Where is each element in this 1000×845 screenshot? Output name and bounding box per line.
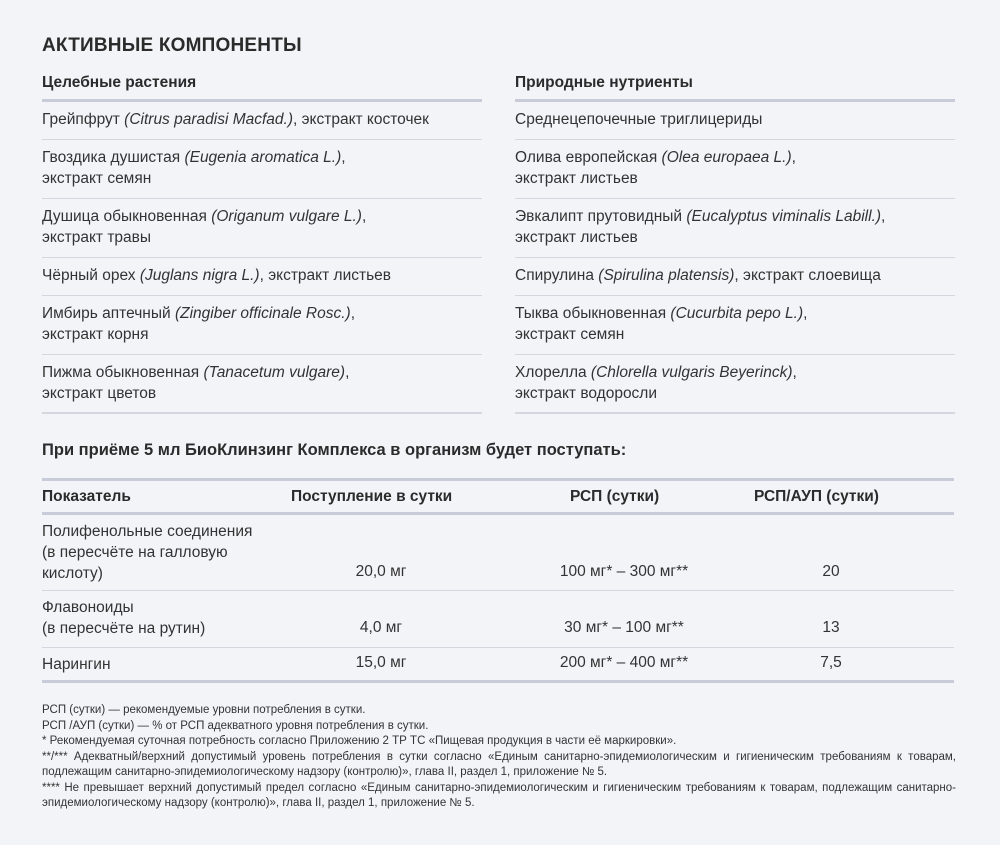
footnote: **/*** Адекватный/верхний допустимый уровень потребления в сутки согласно «Единым санитарно-эпидемиологическим и гигиеническим требованиям к товарам, подлежащим санитарно-эпидемиологическому надзору (контролю)», глава II, раздел 1, приложение № 5.	[42, 750, 956, 778]
list-item: Имбирь аптечный (Zingiber officinale Rosc.), экстракт корня	[42, 296, 482, 355]
healing-plants-column	[42, 72, 482, 414]
cell-intake: 15,0 мг	[355, 654, 407, 671]
list-item: Тыква обыкновенная (Cucurbita pepo L.), экстракт семян	[515, 296, 955, 355]
cell-intake: 20,0 мг	[355, 563, 407, 580]
list-item: Хлорелла (Chlorella vulgaris Beyerinck), экстракт водоросли	[515, 355, 955, 414]
footnote: **** Не превышает верхний допустимый предел согласно «Единым санитарно-эпидемиологическим и гигиеническим требованиям к товарам, подлежащим санитарно-эпидемиологическому надзору (контролю)», глава II, раздел 1, приложение № 5.	[42, 781, 956, 809]
row-name: Полифенольные соединения (в пересчёте на галловую кислоту)	[42, 523, 253, 582]
column-heading: Природные нутриенты	[515, 72, 955, 102]
header-daily-intake: Поступление в сутки	[291, 488, 453, 505]
cell-ratio: 13	[822, 619, 840, 636]
list-item: Грейпфрут (Citrus paradisi Macfad.), экстракт косточек	[42, 102, 482, 140]
header-indicator: Показатель	[42, 488, 131, 505]
list-item: Олива европейская (Olea europaea L.), экстракт листьев	[515, 140, 955, 199]
footnote: РСП /АУП (сутки) — % от РСП адекватного уровня потребления в сутки.	[42, 719, 429, 732]
intake-title: При приёме 5 мл БиоКлинзинг Комплекса в организм будет поступать:	[42, 441, 627, 459]
intake-table	[42, 478, 954, 683]
footnote: * Рекомендуемая суточная потребность согласно Приложению 2 ТР ТС «Пищевая продукция в части её маркировки».	[42, 735, 677, 747]
row-name: Нарингин	[42, 656, 111, 673]
table-row	[42, 648, 954, 683]
list-item: Эвкалипт прутовидный (Eucalyptus viminalis Labill.), экстракт листьев	[515, 199, 955, 258]
table-row	[42, 515, 954, 591]
column-heading: Целебные растения	[42, 72, 482, 102]
list-item: Пижма обыкновенная (Tanacetum vulgare), экстракт цветов	[42, 355, 482, 414]
list-item: Гвоздика душистая (Eugenia aromatica L.), экстракт семян	[42, 140, 482, 199]
page-title: АКТИВНЫЕ КОМПОНЕНТЫ	[42, 35, 302, 56]
cell-rsp: 30 мг* – 100 мг**	[564, 619, 684, 636]
natural-nutrients-column	[515, 72, 955, 414]
cell-ratio: 7,5	[820, 654, 842, 671]
table-header	[42, 478, 954, 515]
list-item: Среднецепочечные триглицериды	[515, 102, 955, 140]
cell-ratio: 20	[822, 563, 840, 580]
footnote: РСП (сутки) — рекомендуемые уровни потребления в сутки.	[42, 704, 366, 716]
header-rsp-aup: РСП/АУП (сутки)	[754, 488, 879, 505]
cell-rsp: 200 мг* – 400 мг**	[559, 654, 689, 671]
list-item: Чёрный орех (Juglans nigra L.), экстракт листьев	[42, 258, 482, 296]
row-name: Флавоноиды (в пересчёте на рутин)	[42, 599, 206, 637]
table-row	[42, 591, 954, 648]
footnotes	[42, 703, 956, 812]
cell-rsp: 100 мг* – 300 мг**	[559, 563, 689, 580]
header-rsp: РСП (сутки)	[570, 488, 660, 505]
list-item: Спирулина (Spirulina platensis), экстракт слоевища	[515, 258, 955, 296]
cell-intake: 4,0 мг	[359, 619, 403, 636]
list-item: Душица обыкновенная (Origanum vulgare L.), экстракт травы	[42, 199, 482, 258]
